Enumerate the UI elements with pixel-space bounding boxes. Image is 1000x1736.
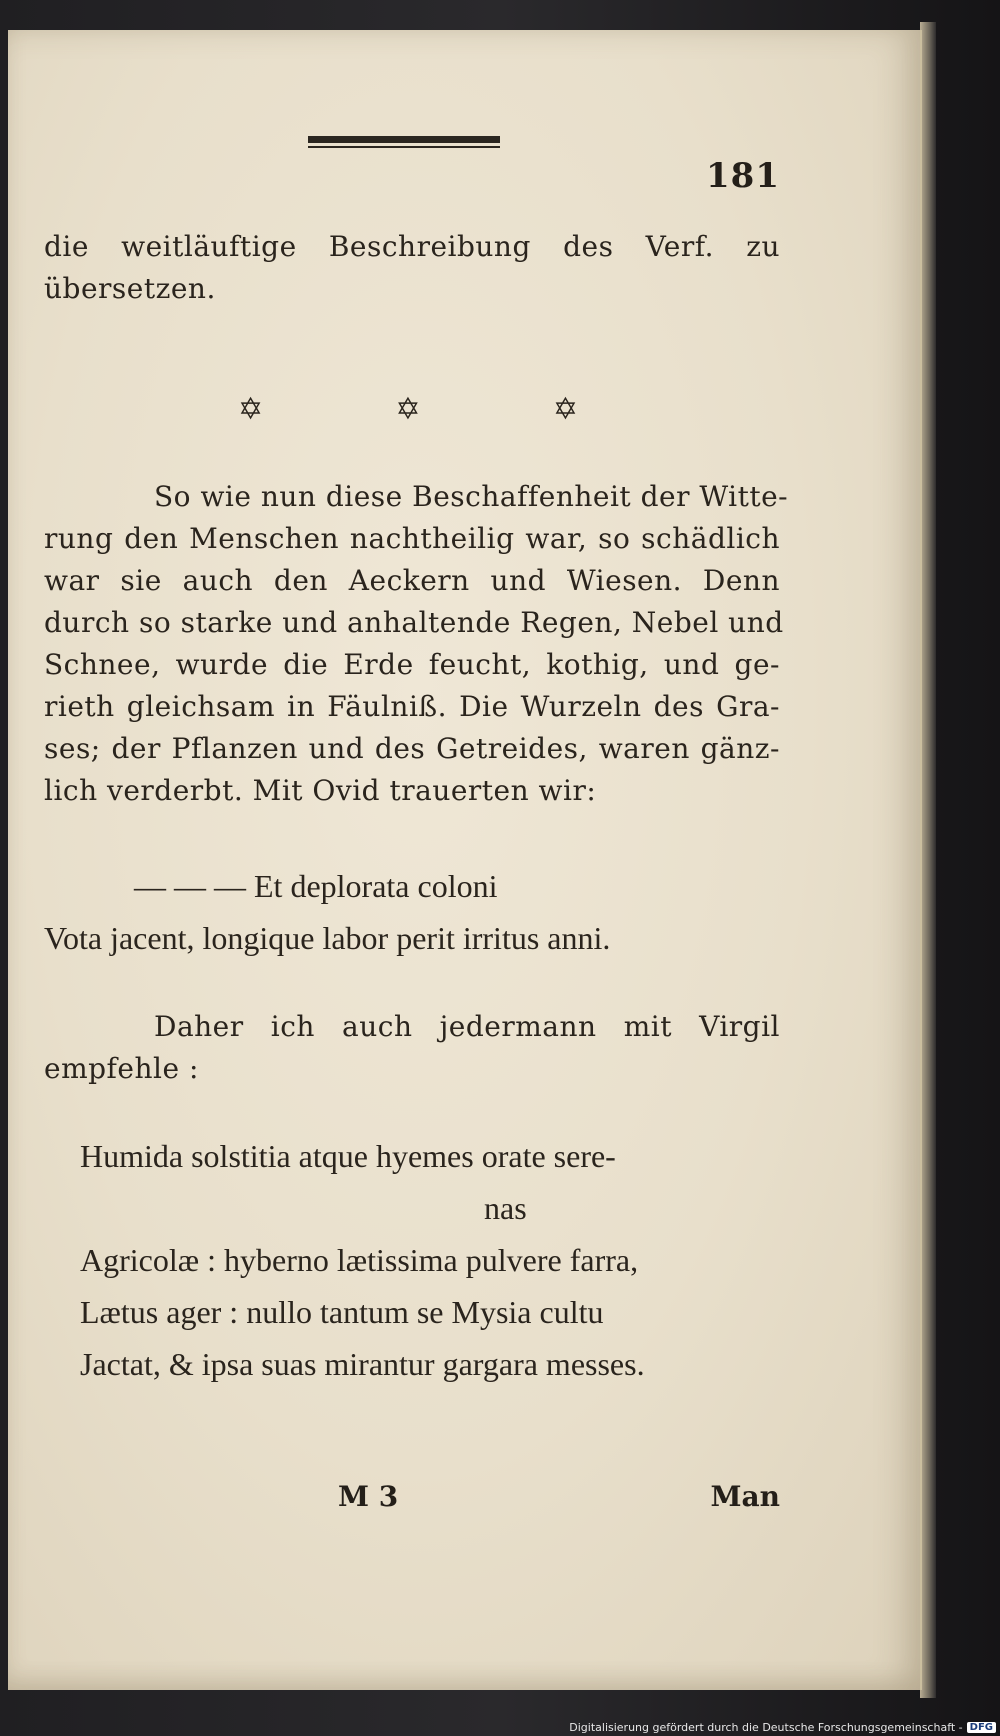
dfg-logo: DFG: [967, 1722, 996, 1733]
star-ornament: ✡: [395, 392, 421, 427]
star-ornament: ✡: [552, 392, 578, 427]
header-rule: [308, 136, 500, 148]
text-line: rung den Menschen nachtheilig war, so schädlich: [44, 522, 780, 555]
verse-line: — — — Et deplorata coloni: [134, 868, 498, 904]
digitization-credit: [569, 1721, 996, 1734]
verse-line: Lætus ager : nullo tantum se Mysia cultu: [80, 1294, 604, 1330]
book-page: [8, 30, 922, 1690]
paragraph-weather: [44, 476, 789, 812]
text-line: durch so starke und anhaltende Regen, Nebel und: [44, 606, 784, 639]
page-number: 181: [706, 156, 780, 196]
text-line: die weitläuftige Beschreibung des Verf. zu: [44, 230, 780, 263]
text-line: Schnee, wurde die Erde feucht, kothig, und ge-: [44, 648, 780, 681]
verse-line: Humida solstitia atque hyemes orate sere-: [80, 1138, 616, 1174]
catchword: Man: [710, 1480, 780, 1513]
text-line: war sie auch den Aeckern und Wiesen. Denn: [44, 564, 780, 597]
credit-text: Digitalisierung gefördert durch die Deutsche Forschungsgemeinschaft -: [569, 1721, 963, 1734]
catchword-row: [338, 1480, 780, 1513]
text-line: rieth gleichsam in Fäulniß. Die Wurzeln des Gra-: [44, 690, 780, 723]
verse-line: nas: [484, 1190, 527, 1226]
virgil-quote: [44, 1130, 780, 1390]
text-line: empfehle :: [44, 1052, 199, 1085]
section-separator: [238, 392, 578, 427]
verse-line: Jactat, & ipsa suas mirantur gargara messes.: [80, 1346, 645, 1382]
text-line: ses; der Pflanzen und des Getreides, waren gänz-: [44, 732, 780, 765]
text-line: lich verderbt. Mit Ovid trauerten wir:: [44, 774, 597, 807]
intro-text: [44, 226, 780, 310]
verse-line: Agricolæ : hyberno lætissima pulvere farra,: [80, 1242, 639, 1278]
star-ornament: ✡: [238, 392, 264, 427]
text-line: übersetzen.: [44, 272, 216, 305]
paragraph-virgil: [44, 1006, 780, 1090]
verse-line: Vota jacent, longique labor perit irritus anni.: [44, 920, 611, 956]
book-page-edge: [920, 22, 936, 1698]
ovid-quote: [44, 860, 780, 964]
header-rule-thick: [308, 136, 500, 143]
header-rule-thin: [308, 146, 500, 148]
text-line: So wie nun diese Beschaffenheit der Witte-: [154, 480, 789, 513]
signature-mark: M 3: [338, 1480, 399, 1513]
text-line: Daher ich auch jedermann mit Virgil: [154, 1010, 780, 1043]
